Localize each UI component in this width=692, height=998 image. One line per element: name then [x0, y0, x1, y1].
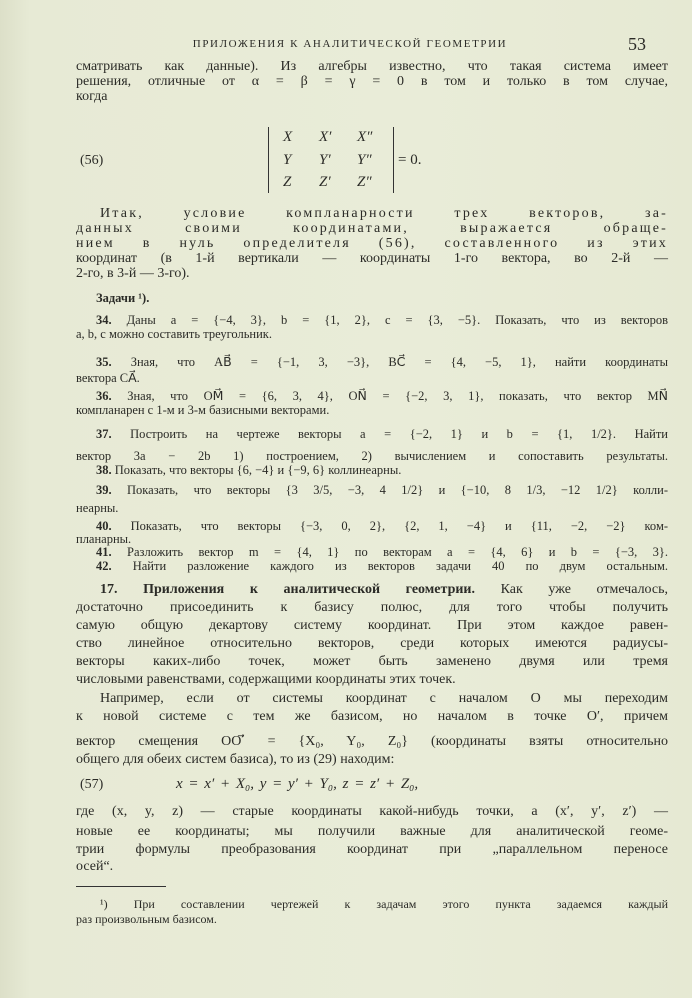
problem-text: Построить на чертеже векторы a = {−2, 1} и b = {1, 1/2}. Найти — [130, 427, 668, 441]
problem-number: 34. — [96, 313, 112, 327]
text-line: числовыми равенствами, содержащими координаты этих точек. — [76, 672, 456, 687]
text-line: данных своими координатами, выражается обраще- — [76, 221, 668, 236]
footnote-line: ¹) При составлении чертежей к задачам этого пункта задаемся каждый — [100, 897, 668, 911]
text-line: новые ее координаты; мы получили важные для аналитической геоме- — [76, 824, 668, 839]
det-cell: Z — [283, 174, 292, 190]
det-cell: Y″ — [357, 152, 372, 168]
text-line: 2-го, в 3-й — 3-го). — [76, 266, 190, 281]
problem-text: Разложить вектор m = {4, 1} по векторам a = {4, 6} и b = {−3, 3}. — [127, 545, 669, 559]
det-cell: X — [283, 129, 293, 145]
text-line: нием в нуль определителя (56), составленного из этих — [76, 236, 668, 251]
problem-number: 38. — [96, 463, 112, 477]
determinant-equals: = 0. — [398, 152, 422, 168]
det-cell: X″ — [357, 129, 373, 145]
footnote-divider — [76, 886, 166, 887]
problem-number: 36. — [96, 389, 112, 403]
problem-number: 37. — [96, 427, 112, 441]
text-line: самую общую декартову систему координат. При этом каждое равен- — [76, 618, 668, 633]
problem-text: a, b, c можно составить треугольник. — [76, 327, 272, 341]
problem-text: компланарен с 1-м и 3-м базисными векторами. — [76, 403, 330, 417]
problem-number: 41. — [96, 545, 112, 559]
text-line: векторы каких-либо точек, может быть заменено двумя или тремя — [76, 654, 668, 669]
text-line: ство линейное относительно векторов, среди которых имеются радиусы- — [76, 636, 668, 651]
text-line: Как уже отмечалось, — [475, 582, 668, 597]
problem-42 — [76, 558, 668, 574]
problem-number: 35. — [96, 355, 112, 369]
problem-text: Зная, что AB⃗ = {−1, 3, −3}, BC⃗ = {4, −5, 1}, найти координаты — [130, 355, 668, 369]
problem-text: вектора CA⃗. — [76, 371, 140, 385]
problem-37 — [76, 426, 668, 442]
problem-number: 39. — [96, 483, 112, 497]
text-line: решения, отличные от α = β = γ = 0 в том и только в том случае, — [76, 74, 668, 89]
formula-57: x = x′ + X₀, y = y′ + Y₀, z = z′ + Z₀, — [176, 776, 419, 792]
determinant — [268, 127, 394, 193]
det-cell: Y′ — [319, 152, 331, 168]
text-line: где (x, y, z) — старые координаты какой-нибудь точки, а (x′, y′, z′) — — [76, 804, 668, 819]
problem-text: Даны a = {−4, 3}, b = {1, 2}, c = {3, −5}. Показать, что из векторов — [126, 313, 669, 327]
section-heading: 17. Приложения к аналитической геометрии. — [100, 582, 475, 597]
problem-39 — [76, 482, 668, 498]
text-line: когда — [76, 89, 108, 104]
problem-text: Показать, что векторы {−3, 0, 2}, {2, 1, −4} и {11, −2, −2} ком- — [130, 519, 669, 533]
running-header: ПРИЛОЖЕНИЯ К АНАЛИТИЧЕСКОЙ ГЕОМЕТРИИ — [192, 38, 508, 50]
text-line: Например, если от системы координат с началом O мы переходим — [100, 691, 668, 706]
problem-35 — [76, 354, 668, 370]
text-line: координат (в 1-й вертикали — координаты 1-го вектора, во 2-й — — [76, 251, 668, 266]
problem-text: Найти разложение каждого из векторов задачи 40 по двум остальным. — [132, 559, 668, 573]
problem-number: 42. — [96, 559, 112, 573]
text-line: к новой системе с тем же базисом, но началом в точке O′, причем — [76, 709, 668, 724]
problem-text: вектор 3a − 2b 1) построением, 2) вычислением и сопоставить результаты. — [76, 449, 668, 463]
text-line: Итак, условие компланарности трех векторов, за- — [100, 206, 668, 221]
text-line: сматривать как данные). Из алгебры известно, что такая система имеет — [76, 59, 668, 74]
det-cell: X′ — [319, 129, 332, 145]
problem-number: 40. — [96, 519, 112, 533]
problem-text: планарны. — [76, 532, 132, 546]
text-line: вектор смещения OO′⃗ = {X₀, Y₀, Z₀} (координаты взяты относительно — [76, 734, 668, 749]
problem-text: неарны. — [76, 501, 119, 515]
det-cell: Z′ — [319, 174, 331, 190]
problem-text: Показать, что векторы {3 3/5, −3, 4 1/2} и {−10, 8 1/3, −12 1/2} колли- — [127, 483, 668, 497]
text-line: осей“. — [76, 859, 114, 874]
problem-text: Показать, что векторы {6, −4} и {−9, 6} коллинеарны. — [114, 463, 402, 477]
det-cell: Y — [283, 152, 292, 168]
det-cell: Z″ — [357, 174, 372, 190]
section-17-first-line — [76, 582, 668, 598]
footnote-line: раз произвольным базисом. — [76, 912, 217, 926]
text-line: трии формулы преобразования координат при „параллельном переносе — [76, 842, 668, 857]
problem-text: Зная, что OM⃗ = {6, 3, 4}, ON⃗ = {−2, 3, 1}, показать, что вектор MN⃗ — [127, 389, 668, 403]
page-number: 53 — [628, 34, 646, 54]
equation-label-57: (57) — [80, 777, 104, 792]
text-line: общего для обеих систем базиса), то из (29) находим: — [76, 752, 395, 767]
text-line: достаточно присоединить к базису полюс, для того чтобы получить — [76, 600, 668, 615]
equation-label-56: (56) — [80, 153, 104, 168]
problem-38 — [76, 462, 668, 478]
problems-title: Задачи ¹). — [96, 291, 150, 305]
